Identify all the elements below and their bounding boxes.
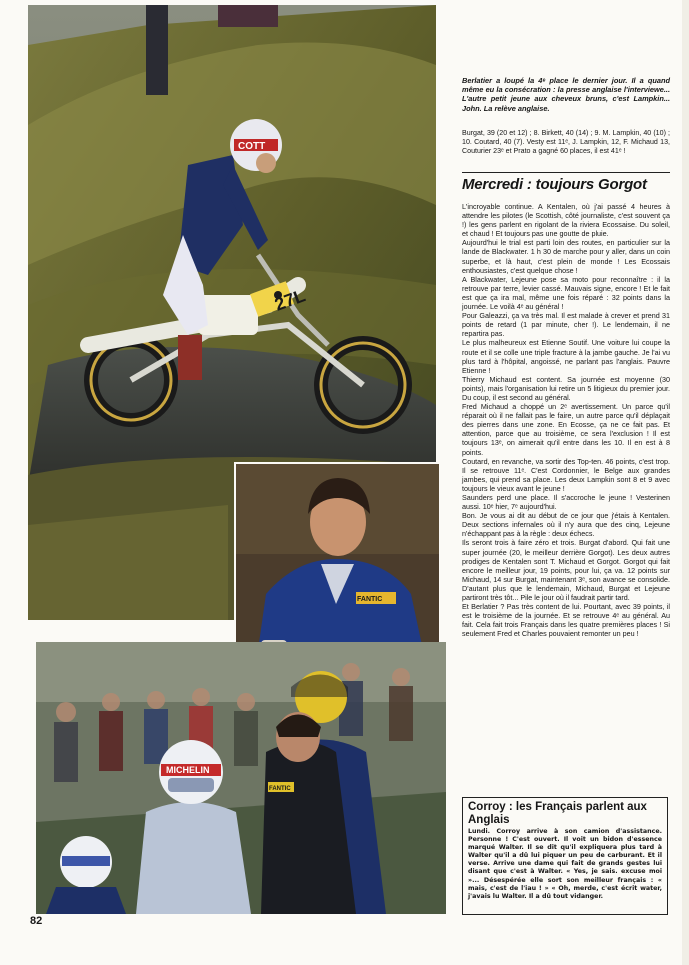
bike-number-label: 27L (271, 285, 308, 315)
helmet-lettering: COTT (238, 141, 266, 152)
article-body (462, 202, 670, 639)
page-number: 82 (30, 915, 43, 927)
portrait-photo-graphic (236, 464, 439, 664)
helmet-sponsor-lettering: MICHELIN (166, 765, 210, 775)
jacket-patch-label: FANTIC (357, 596, 383, 603)
article-paragraph: L'incroyable continue. A Kentalen, où j'ai passé 4 heures à attendre les pilotes (le Scottish, côté journaliste, c'est souvent ça !) les gens parlent en rigolant de la riviera Ecossaise. Du soleil, et chaud ! Et toujours pas une goutte de pluie. (462, 202, 670, 239)
crowd-photo-graphic (36, 642, 446, 914)
article-paragraph: Pour Galeazzi, ça va très mal. Il est malade à crever et prend 31 points de retard (1 par minute, cher !). Le lendemain, il ne repartira pas. (462, 311, 670, 339)
photo-caption: Berlatier a loupé la 4ᵉ place le dernier jour. Il a quand même eu la consécration : la presse anglaise l'interviewe... L'autre petit jeune aux cheveux bruns, c'est Lampkin... John. La relève anglaise. (462, 76, 670, 113)
article-paragraph: Saunders perd une place. Il s'accroche le jeune ! Vesterinen aussi. 10ᵉ hier, 7ᵉ aujourd'hui. (462, 493, 670, 512)
photo-riders-crowd (36, 642, 446, 914)
article-paragraph: Bon. Je vous ai dit au début de ce jour que j'étais à Kentalen. Deux sections infernales où il n'y aura que des cinq, Lejeune n'échappant pas à la règle : deux échecs. (462, 511, 670, 539)
article-paragraph: Et Berlatier ? Pas très content de lui. Pourtant, avec 39 points, il est le troisième de la journée. Et se retrouve 4ᵉ au général. Au fait. Cela fait trois Français dans les quatre premières places ! Si seulement Fred et Charles pouvaient remonter un peu ! (462, 602, 670, 639)
article-paragraph: A Blackwater, Lejeune pose sa moto pour reconnaître : il la retrouve par terre, levier cassé. Mauvais signe, encore ! Et le fait est que ça ira mal, même une fois réparé : 32 points dans la journée. Le voilà 4ᵉ au général ! (462, 274, 670, 312)
article-paragraph: Ils seront trois à faire zéro et trois. Burgat d'abord. Qui fait une super journée (20, le meilleur derrière Gorgot). Les deux autres prodiges de Kentalen sont T. Michaud et Gorgot. Gorgot qui fait encore le meilleur jour, 19 points, pour lui, ça va. 12 points sur Michaud, 14 sur Burgat, maintenant 3ᵉ, son avance se consolide. D'autant plus que le lendemain, Michaud, Burgat et Lejeune partiront très tôt... Pile le jour où il faudrait partir tard. (462, 538, 670, 603)
photo-rider-portrait (234, 462, 439, 664)
anecdote-text: Lundi. Corroy arrive à son camion d'assistance. Personne ! C'est ouvert. Il voit un bidon d'essence marqué Walter. Il se dit qu'il expliquera plus tard à Walter qu'il a dû lui piquer un peu de carburant. Et il verse. Arrive une dame qui fait de grands gestes lui disant que c'est à Walter. « Yes, je sais. excuse moi »... Désespérée elle sort son meilleur français : « mais, c'est de l'iau ! » « Oh, merde, c'est écrit water, j'avais lu Walter. Il a dû tout vidanger. (468, 828, 662, 900)
anecdote-title: Corroy : les Français parlent aux Anglais (468, 801, 647, 826)
article-paragraph: Fred Michaud a choppé un 2ᵉ avertissement. Un parce qu'il réparait où il ne fallait pas le faire, un autre parce qu'il déplaçait des pierres dans une zone. En Ecosse, ça ne ce fait pas. Et attention, parce que au troisième, ce sera l'exclusion ! Il est toujours 13ᵉ, on aimerait qu'il entre dans les 10. Il en est à 8 points. (462, 402, 670, 457)
page-gutter (682, 0, 689, 965)
heading-divider (462, 172, 670, 173)
article-paragraph: Coutard, en revanche, va sortir des Top-ten. 46 points, c'est trop. Il se retrouve 11ᵉ. C'est Cordonnier, le Belge aux grandes jambes, qui prend sa place. Les deux Lampkin sont 8 et 9 avec toujours le vieux avant le jeune ! (462, 456, 670, 493)
article-paragraph: Aujourd'hui le trial est parti loin des routes, en particulier sur la lande de Blackwater. 1 h 30 de marche pour y aller, dans un coin superbe, et là haut, c'est plein de monde ! Les Ecossais enthousiastes, c'est quelque chose ! (462, 238, 670, 275)
results-summary: Burgat, 39 (20 et 12) ; 8. Birkett, 40 (14) ; 9. M. Lampkin, 40 (10) ; 10. Coutard, 40 (7). Vesty est 11ᵉ, J. Lampkin, 12, F. Michaud 13, Couturier 23ᵉ et Prato a gagné 60 places, il est 41ᵉ ! (462, 129, 670, 155)
section-heading: Mercredi : toujours Gorgot (462, 176, 647, 193)
article-paragraph: Thierry Michaud est content. Sa journée est moyenne (30 points), mais l'organisation lui retire un 5 litigieux du premier jour. Du coup, il est second au général. (462, 374, 670, 402)
jacket-sponsor-lettering: FANTIC (269, 786, 291, 792)
sidebar-anecdote-box (462, 797, 668, 915)
article-paragraph: Le plus malheureux est Etienne Soutif. Une voiture lui coupe la route et il se colle une triple fracture à la jambe gauche. Je l'ai vu plus tard à l'hôpital, angoissé, ne parlant pas l'anglais. Pauvre Etienne ! (462, 338, 670, 375)
